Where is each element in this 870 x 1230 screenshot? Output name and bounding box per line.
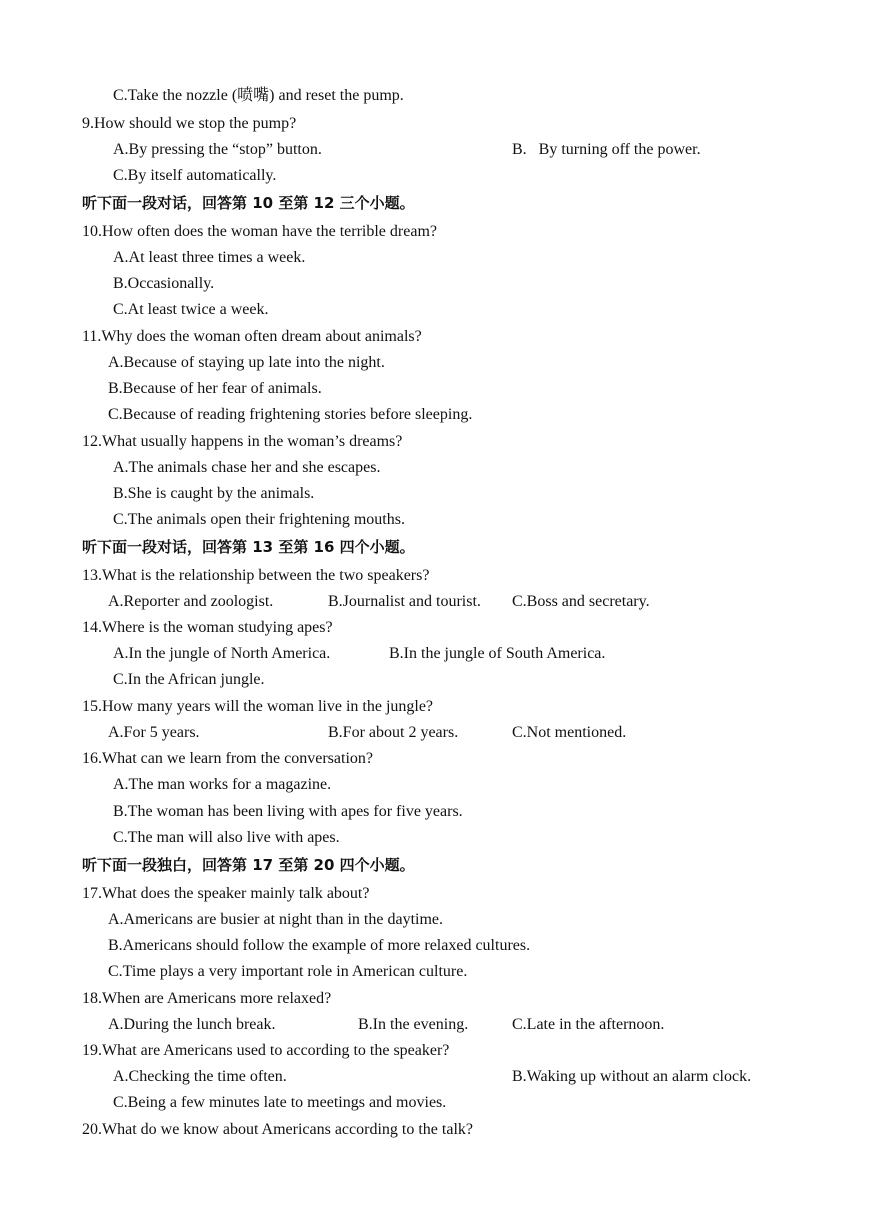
question-13: 13.What is the relationship between the two speakers? <box>82 567 430 584</box>
option-15c: C.Not mentioned. <box>512 724 627 741</box>
question-20: 20.What do we know about Americans according to the talk? <box>82 1121 473 1138</box>
section-heading-10-12: 听下面一段对话，回答第 10 至第 12 三个小题。 <box>82 194 415 212</box>
question-17: 17.What does the speaker mainly talk about? <box>82 885 370 902</box>
option-15a: A.For 5 years. <box>108 724 200 741</box>
question-14: 14.Where is the woman studying apes? <box>82 619 333 636</box>
question-19: 19.What are Americans used to according to the speaker? <box>82 1042 450 1059</box>
option-13b: B.Journalist and tourist. <box>328 593 481 610</box>
option-18b: B.In the evening. <box>358 1016 469 1033</box>
question-16: 16.What can we learn from the conversation? <box>82 750 373 767</box>
option-14b: B.In the jungle of South America. <box>389 645 606 662</box>
section-heading-13-16: 听下面一段对话，回答第 13 至第 16 四个小题。 <box>82 538 415 556</box>
option-9b: B. By turning off the power. <box>512 141 701 158</box>
question-15: 15.How many years will the woman live in the jungle? <box>82 698 434 715</box>
option-14a: A.In the jungle of North America. <box>113 645 331 662</box>
section-heading-17-20: 听下面一段独白，回答第 17 至第 20 四个小题。 <box>82 856 415 874</box>
option-16b: B.The woman has been living with apes for five years. <box>113 803 463 820</box>
option-13a: A.Reporter and zoologist. <box>108 593 274 610</box>
option-9a: A.By pressing the “stop” button. <box>113 141 322 158</box>
option-8c: C.Take the nozzle (喷嘴) and reset the pump. <box>113 87 404 104</box>
option-10c: C.At least twice a week. <box>113 301 269 318</box>
option-16a: A.The man works for a magazine. <box>113 776 332 793</box>
option-18a: A.During the lunch break. <box>108 1016 276 1033</box>
option-17b: B.Americans should follow the example of more relaxed cultures. <box>108 937 531 954</box>
option-9c: C.By itself automatically. <box>113 167 277 184</box>
option-10a: A.At least three times a week. <box>113 249 306 266</box>
option-16c: C.The man will also live with apes. <box>113 829 340 846</box>
option-11b: B.Because of her fear of animals. <box>108 380 322 397</box>
question-10: 10.How often does the woman have the terrible dream? <box>82 223 437 240</box>
option-15b: B.For about 2 years. <box>328 724 459 741</box>
option-19a: A.Checking the time often. <box>113 1068 287 1085</box>
option-17c: C.Time plays a very important role in American culture. <box>108 963 468 980</box>
option-19c: C.Being a few minutes late to meetings and movies. <box>113 1094 447 1111</box>
option-17a: A.Americans are busier at night than in the daytime. <box>108 911 444 928</box>
option-11c: C.Because of reading frightening stories before sleeping. <box>108 406 473 423</box>
option-10b: B.Occasionally. <box>113 275 215 292</box>
option-18c: C.Late in the afternoon. <box>512 1016 665 1033</box>
question-12: 12.What usually happens in the woman’s dreams? <box>82 433 403 450</box>
option-19b: B.Waking up without an alarm clock. <box>512 1068 752 1085</box>
option-12a: A.The animals chase her and she escapes. <box>113 459 381 476</box>
option-12c: C.The animals open their frightening mouths. <box>113 511 405 528</box>
question-11: 11.Why does the woman often dream about animals? <box>82 328 422 345</box>
option-11a: A.Because of staying up late into the night. <box>108 354 385 371</box>
question-18: 18.When are Americans more relaxed? <box>82 990 332 1007</box>
question-9: 9.How should we stop the pump? <box>82 115 297 132</box>
option-13c: C.Boss and secretary. <box>512 593 650 610</box>
option-14c: C.In the African jungle. <box>113 671 265 688</box>
option-12b: B.She is caught by the animals. <box>113 485 315 502</box>
